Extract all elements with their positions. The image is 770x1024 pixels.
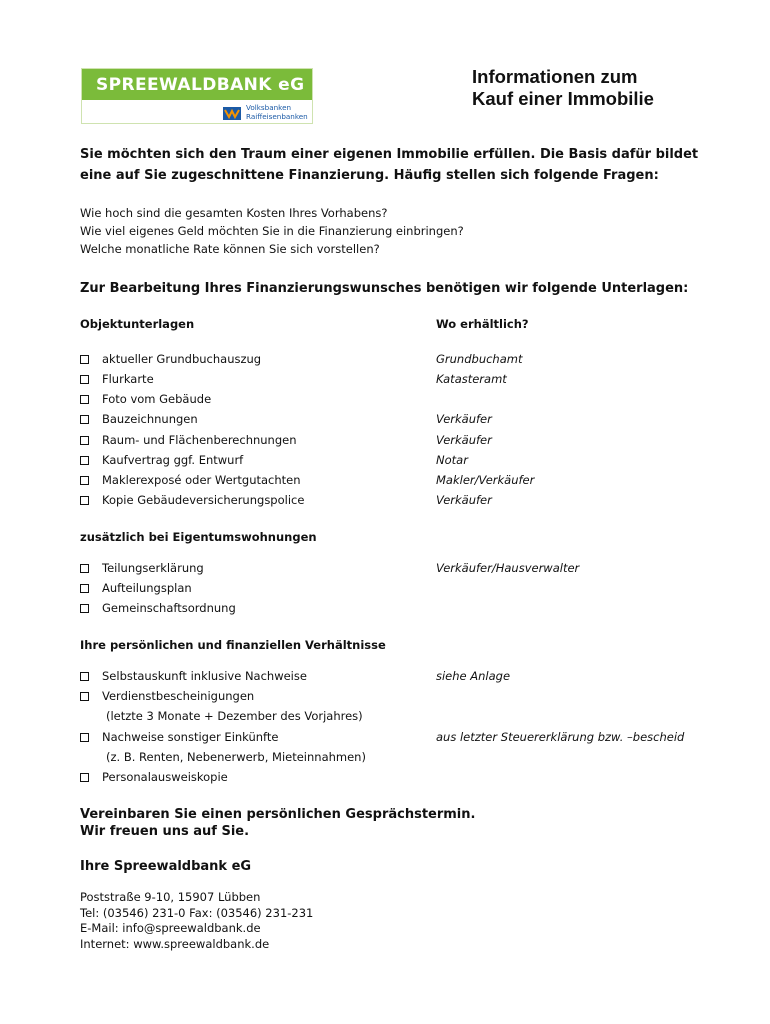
bank-logo [81,68,313,124]
intro-line2: eine auf Sie zugeschnittene Finanzierung. Häufig stellen sich folgende Fragen: [80,168,659,183]
checklist-item [80,352,261,367]
item-label: Bauzeichnungen [102,412,198,426]
item-source: Verkäufer [436,493,492,507]
item-label: Selbstauskunft inklusive Nachweise [102,669,307,683]
item-source: Verkäufer [436,433,492,447]
item-label: Foto vom Gebäude [102,392,212,406]
question-1: Wie hoch sind die gesamten Kosten Ihres Vorhabens? [80,206,388,220]
logo-sub-line2: Raiffeisenbanken [246,111,308,121]
item-source: Grundbuchamt [436,352,523,366]
checkbox-icon [80,496,89,505]
checklist-item [80,372,154,387]
checkbox-icon [80,604,89,613]
checkbox-icon [80,584,89,593]
checkbox-icon [80,415,89,424]
checkbox-icon [80,733,89,742]
checklist-item [80,453,243,468]
checklist-item [80,730,279,745]
checkbox-icon [80,672,89,681]
logo-bank-name: SPREEWALDBANK eG [82,69,312,100]
item-source: Notar [436,453,468,467]
checklist-item [80,770,228,785]
item-label: Personalausweiskopie [102,770,228,784]
contact-address: Poststraße 9-10, 15907 Lübben [80,890,261,904]
checkbox-icon [80,476,89,485]
checkbox-icon [80,773,89,782]
item-source: Verkäufer/Hausverwalter [436,561,580,575]
checklist-item [80,581,192,596]
title-line1: Informationen zum [472,66,638,87]
item-source: siehe Anlage [436,669,511,683]
volksbank-raiffeisen-icon [223,107,241,120]
item-source: Makler/Verkäufer [436,473,535,487]
documents-heading: Zur Bearbeitung Ihres Finanzierungswunsches benötigen wir folgende Unterlagen: [80,281,689,296]
checklist-item [80,601,236,616]
item-note: (letzte 3 Monate + Dezember des Vorjahres) [106,709,363,723]
logo-sub-line1: Volksbanken [246,103,292,112]
item-label: Flurkarte [102,372,154,386]
intro-line1: Sie möchten sich den Traum einer eigenen Immobilie erfüllen. Die Basis dafür bildet [80,147,699,162]
eigentum-heading: zusätzlich bei Eigentumswohnungen [80,530,317,544]
item-label: Teilungserklärung [102,561,204,575]
item-label: Aufteilungsplan [102,581,192,595]
checklist-item [80,493,304,508]
persoenlich-heading: Ihre persönlichen und finanziellen Verhältnisse [80,638,386,652]
item-label: Kopie Gebäudeversicherungspolice [102,493,305,507]
contact-phone: Tel: (03546) 231-0 Fax: (03546) 231-231 [80,906,314,920]
item-label: aktueller Grundbuchauszug [102,352,262,366]
closing-line1: Vereinbaren Sie einen persönlichen Gesprächstermin. [80,807,476,822]
item-label: Nachweise sonstiger Einkünfte [102,730,279,744]
closing-line2: Wir freuen uns auf Sie. [80,824,250,839]
checkbox-icon [80,375,89,384]
objekt-heading: Objektunterlagen [80,317,195,331]
item-label: Gemeinschaftsordnung [102,601,236,615]
signature: Ihre Spreewaldbank eG [80,859,252,874]
checklist-item [80,412,198,427]
source-heading: Wo erhältlich? [436,317,529,331]
item-label: Maklerexposé oder Wertgutachten [102,473,301,487]
checkbox-icon [80,395,89,404]
item-source: Katasteramt [436,372,507,386]
item-label: Raum- und Flächenberechnungen [102,433,297,447]
logo-subtitle [246,104,308,121]
checklist-item [80,689,254,704]
checklist-item [80,473,301,488]
checkbox-icon [80,355,89,364]
checkbox-icon [80,456,89,465]
question-2: Wie viel eigenes Geld möchten Sie in die Finanzierung einbringen? [80,224,464,238]
intro-paragraph [80,144,700,186]
checklist-item [80,433,297,448]
title-line2: Kauf einer Immobilie [472,88,654,109]
document-title [472,66,732,110]
item-source: Verkäufer [436,412,492,426]
checkbox-icon [80,692,89,701]
checklist-item [80,561,204,576]
checkbox-icon [80,564,89,573]
item-label: Verdienstbescheinigungen [102,689,255,703]
checklist-item [80,669,307,684]
checklist-item [80,392,211,407]
checkbox-icon [80,436,89,445]
contact-web[interactable]: Internet: www.spreewaldbank.de [80,937,270,951]
item-source: aus letzter Steuererklärung bzw. –bescheid [436,730,685,744]
item-note: (z. B. Renten, Nebenerwerb, Mieteinnahmen) [106,750,366,764]
contact-email[interactable]: E-Mail: info@spreewaldbank.de [80,921,261,935]
question-3: Welche monatliche Rate können Sie sich vorstellen? [80,242,380,256]
item-label: Kaufvertrag ggf. Entwurf [102,453,244,467]
